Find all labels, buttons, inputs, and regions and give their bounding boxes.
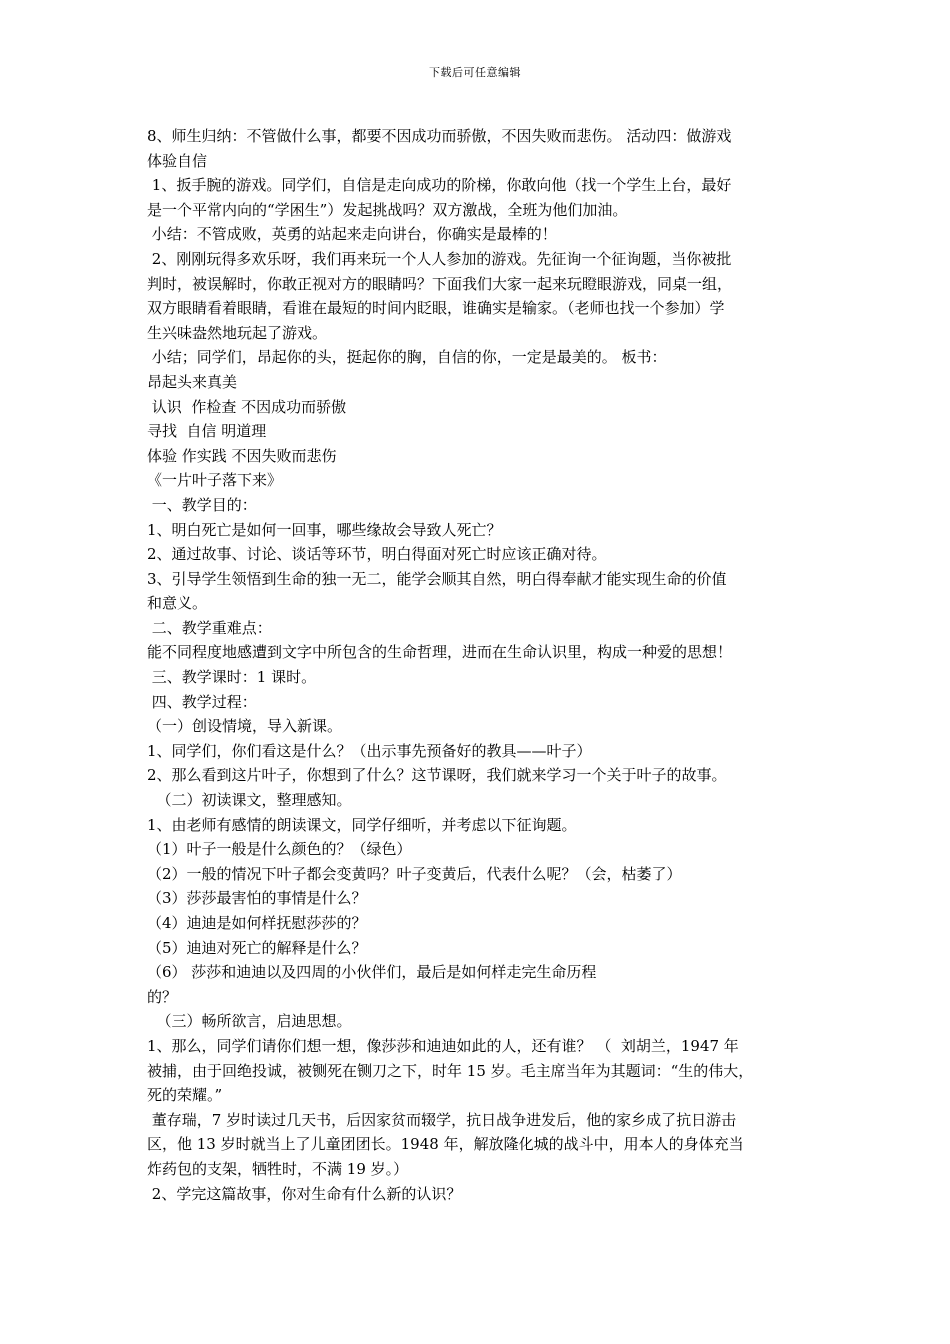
text-line: （二）初读课文，整理感知。 [147,791,352,810]
text-line: 炸药包的支架，牺牲时，不满 19 岁。） [147,1159,409,1178]
text-line: 判时，被误解时，你敢正视对方的眼睛吗？下面我们大家一起来玩瞪眼游戏，同桌一组， [147,274,733,293]
text-line: （5）迪迪对死亡的解释是什么？ [147,938,367,957]
text-line: 体验自信 [147,151,208,170]
text-line: 1、明白死亡是如何一回事，哪些缘故会导致人死亡？ [147,520,502,539]
page-header: 下载后可任意编辑 [429,66,521,79]
text-line: 小结；同学们，昂起你的头，挺起你的胸，自信的你，一定是最美的。 板书： [147,348,667,367]
text-line: 和意义。 [147,594,208,613]
text-line: 双方眼睛看着眼睛，看谁在最短的时间内眨眼，谁确实是输家。（老师也找一个参加）学 [147,299,725,318]
text-line: （3）莎莎最害怕的事情是什么？ [147,889,367,908]
text-line: 认识 作检查 不因成功而骄傲 [147,397,347,416]
text-line: 体验 作实践 不因失败而悲伤 [147,446,337,465]
text-line: （一）创设情境，导入新课。 [147,717,343,736]
text-line: 昂起头来真美 [147,372,238,391]
text-line: （6） 莎莎和迪迪以及四周的小伙伴们，最后是如何样走完生命历程 [147,963,597,982]
text-line: 2、那么看到这片叶子，你想到了什么？这节课呀，我们就来学习一个关于叶子的故事。 [147,766,727,785]
text-line: 生兴味盎然地玩起了游戏。 [147,323,328,342]
text-line: 2、通过故事、讨论、谈话等环节，明白得面对死亡时应该正确对待。 [147,545,607,564]
text-line: 二、教学重难点： [147,618,272,637]
text-line: 区，他 13 岁时就当上了儿童团团长。1948 年，解放隆化城的战斗中，用本人的身体充当 [147,1135,744,1154]
text-line: 能不同程度地感遭到文字中所包含的生命哲理，进而在生命认识里，构成一种爱的思想！ [147,643,733,662]
text-line: 三、教学课时：1 课时。 [147,668,317,687]
text-line: 一、教学目的： [147,495,257,514]
text-line: （三）畅所欲言，启迪思想。 [147,1012,352,1031]
text-line: 四、教学过程： [147,692,257,711]
text-line: （4）迪迪是如何样抚慰莎莎的？ [147,914,367,932]
document-body [147,124,819,1206]
text-line: 1、由老师有感情的朗读课文，同学仔细听，并考虑以下征询题。 [147,815,577,834]
text-line: 是一个平常内向的“学困生”）发起挑战吗？双方激战，全班为他们加油。 [147,200,628,219]
text-line: 寻找 自信 明道理 [147,422,267,441]
text-line: 8、师生归纳：不管做什么事，都要不因成功而骄傲，不因失败而悲伤。 活动四：做游戏 [147,127,732,145]
text-line: 死的荣耀。” [147,1086,223,1105]
text-line: 2、刚刚玩得多欢乐呀，我们再来玩一个人人参加的游戏。先征询一个征询题，当你被批 [147,249,732,268]
text-line: 《一片叶子落下来》 [147,471,283,490]
text-line: （2）一般的情况下叶子都会变黄吗？叶子变黄后，代表什么呢？（会，枯萎了） [147,864,682,883]
text-line: 董存瑞，7 岁时读过几天书，后因家贫而辍学，抗日战争进发后，他的家乡成了抗日游击 [147,1110,737,1129]
text-line: 1、扳手腕的游戏。同学们，自信是走向成功的阶梯，你敢向他（找一个学生上台，最好 [147,176,732,195]
text-line: 被捕，由于回绝投诚，被铡死在铡刀之下，时年 15 岁。毛主席当年为其题词：“生的伟大， [147,1061,754,1080]
text-line: 小结：不管成败，英勇的站起来走向讲台，你确实是最棒的！ [147,225,557,244]
text-line: （1）叶子一般是什么颜色的？（绿色） [147,840,412,859]
text-line: 1、同学们，你们看这是什么？（出示事先预备好的教具——叶子） [147,741,592,760]
text-line: 2、学完这篇故事，你对生命有什么新的认识？ [147,1184,462,1203]
text-line: 3、引导学生领悟到生命的独一无二，能学会顺其自然，明白得奉献才能实现生命的价值 [147,569,727,588]
text-line: 的？ [147,987,178,1006]
text-line: 1、那么，同学们请你们想一想，像莎莎和迪迪如此的人，还有谁？ （ 刘胡兰，1947 年 [147,1036,739,1055]
